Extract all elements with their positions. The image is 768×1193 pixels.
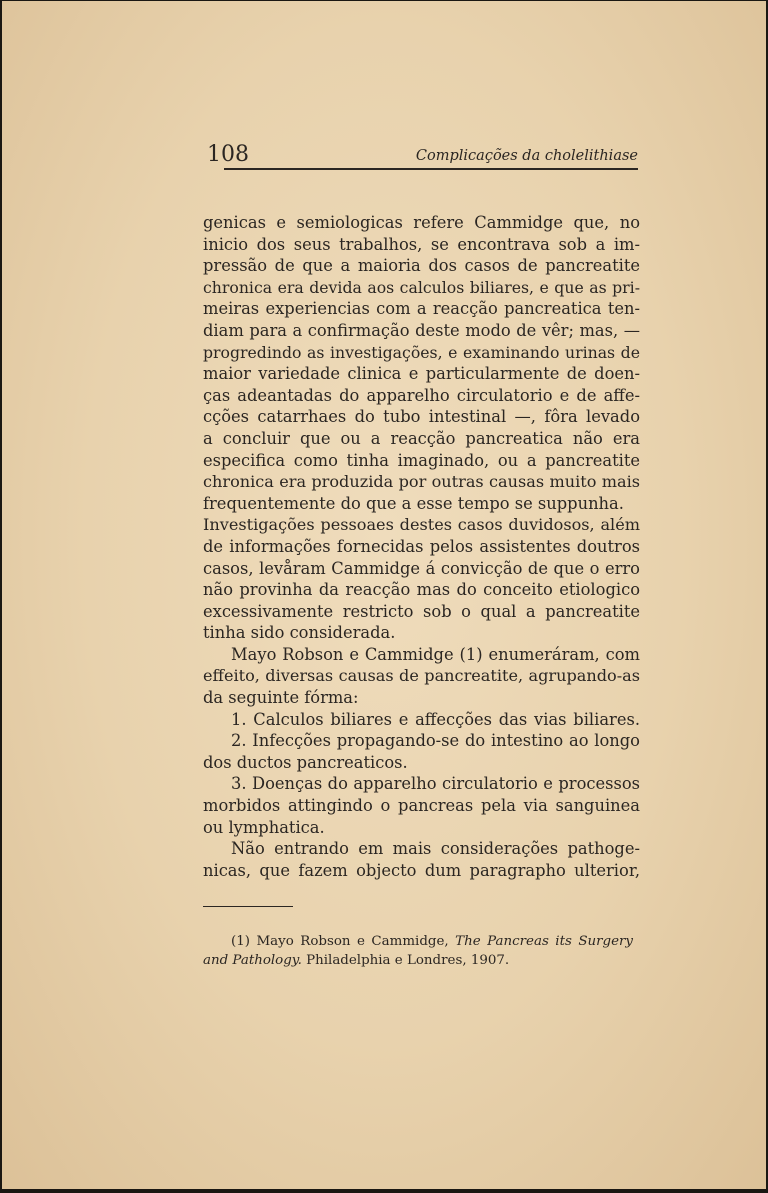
text-line: ças adeantadas do apparelho circulatorio e de affe-: [203, 385, 640, 405]
text-line: nicas, que fazem objecto dum paragrapho ulterior,: [203, 860, 640, 880]
list-item: 3. Doenças do apparelho circulatorio e processos: [231, 774, 640, 794]
page-number: 108: [207, 142, 249, 167]
text-line: excessivamente restricto sob o qual a pancreatite: [203, 601, 640, 621]
text-line: maior variedade clinica e particularmente de doen-: [203, 364, 640, 384]
text-line: diam para a confirmação deste modo de vêr; mas, —: [203, 320, 640, 340]
footnote-publication: Philadelphia e Londres, 1907.: [301, 953, 510, 968]
footnote-rule: [203, 906, 293, 907]
text-line: não provinha da reacção mas do conceito etiologico: [203, 580, 640, 600]
text-line: chronica era devida aos calculos biliares, e que as pri-: [203, 277, 640, 297]
text-line: de informações fornecidas pelos assistentes doutros: [203, 536, 640, 556]
text-line: Mayo Robson e Cammidge (1) enumeráram, com: [231, 644, 640, 664]
text-line: progredindo as investigações, e examinando urinas de: [203, 342, 640, 362]
book-page: [2, 1, 766, 1189]
text-line: casos, levåram Cammidge á convicção de que o erro: [203, 558, 640, 578]
text-line: Investigações pessoaes destes casos duvidosos, além: [203, 515, 640, 535]
footnote-citation: (1) Mayo Robson e Cammidge,: [231, 934, 456, 949]
header-rule: [224, 168, 638, 170]
running-title: Complicações da cholelithiase: [415, 148, 638, 164]
text-line: morbidos attingindo o pancreas pela via sanguinea: [203, 796, 640, 816]
footnote-line: [203, 932, 633, 951]
text-line: a concluir que ou a reacção pancreatica não era: [203, 428, 640, 448]
text-line: pressão de que a maioria dos casos de pancreatite: [203, 256, 640, 276]
footnote-book-title: The Pancreas its Surgery: [455, 934, 633, 949]
footnote: [203, 932, 633, 970]
text-line: inicio dos seus trabalhos, se encontrava sob a im-: [203, 234, 640, 254]
text-line: meiras experiencias com a reacção pancreatica ten-: [203, 299, 640, 319]
page-header: [202, 141, 638, 169]
text-line: frequentemente do que a esse tempo se suppunha.: [203, 493, 624, 513]
footnote-line: [203, 951, 633, 970]
text-line: especifica como tinha imaginado, ou a pancreatite: [203, 450, 640, 470]
text-line: ou lymphatica.: [203, 817, 325, 837]
body-text: [203, 212, 640, 881]
text-line: chronica era produzida por outras causas muito mais: [203, 472, 640, 492]
text-line: genicas e semiologicas refere Cammidge que, no: [203, 213, 640, 232]
text-line: cções catarrhaes do tubo intestinal —, fôra levado: [203, 407, 640, 427]
text-line: tinha sido considerada.: [203, 623, 396, 643]
text-line: effeito, diversas causas de pancreatite, agrupando-as: [203, 666, 640, 686]
text-line: da seguinte fórma:: [203, 688, 359, 708]
text-line: dos ductos pancreaticos.: [203, 752, 408, 772]
list-item: 2. Infecções propagando-se do intestino ao longo: [231, 731, 640, 751]
text-line: Não entrando em mais considerações pathoge-: [231, 839, 640, 859]
footnote-book-title-cont: and Pathology.: [203, 953, 302, 968]
list-item: 1. Calculos biliares e affecções das vias biliares.: [231, 709, 640, 729]
